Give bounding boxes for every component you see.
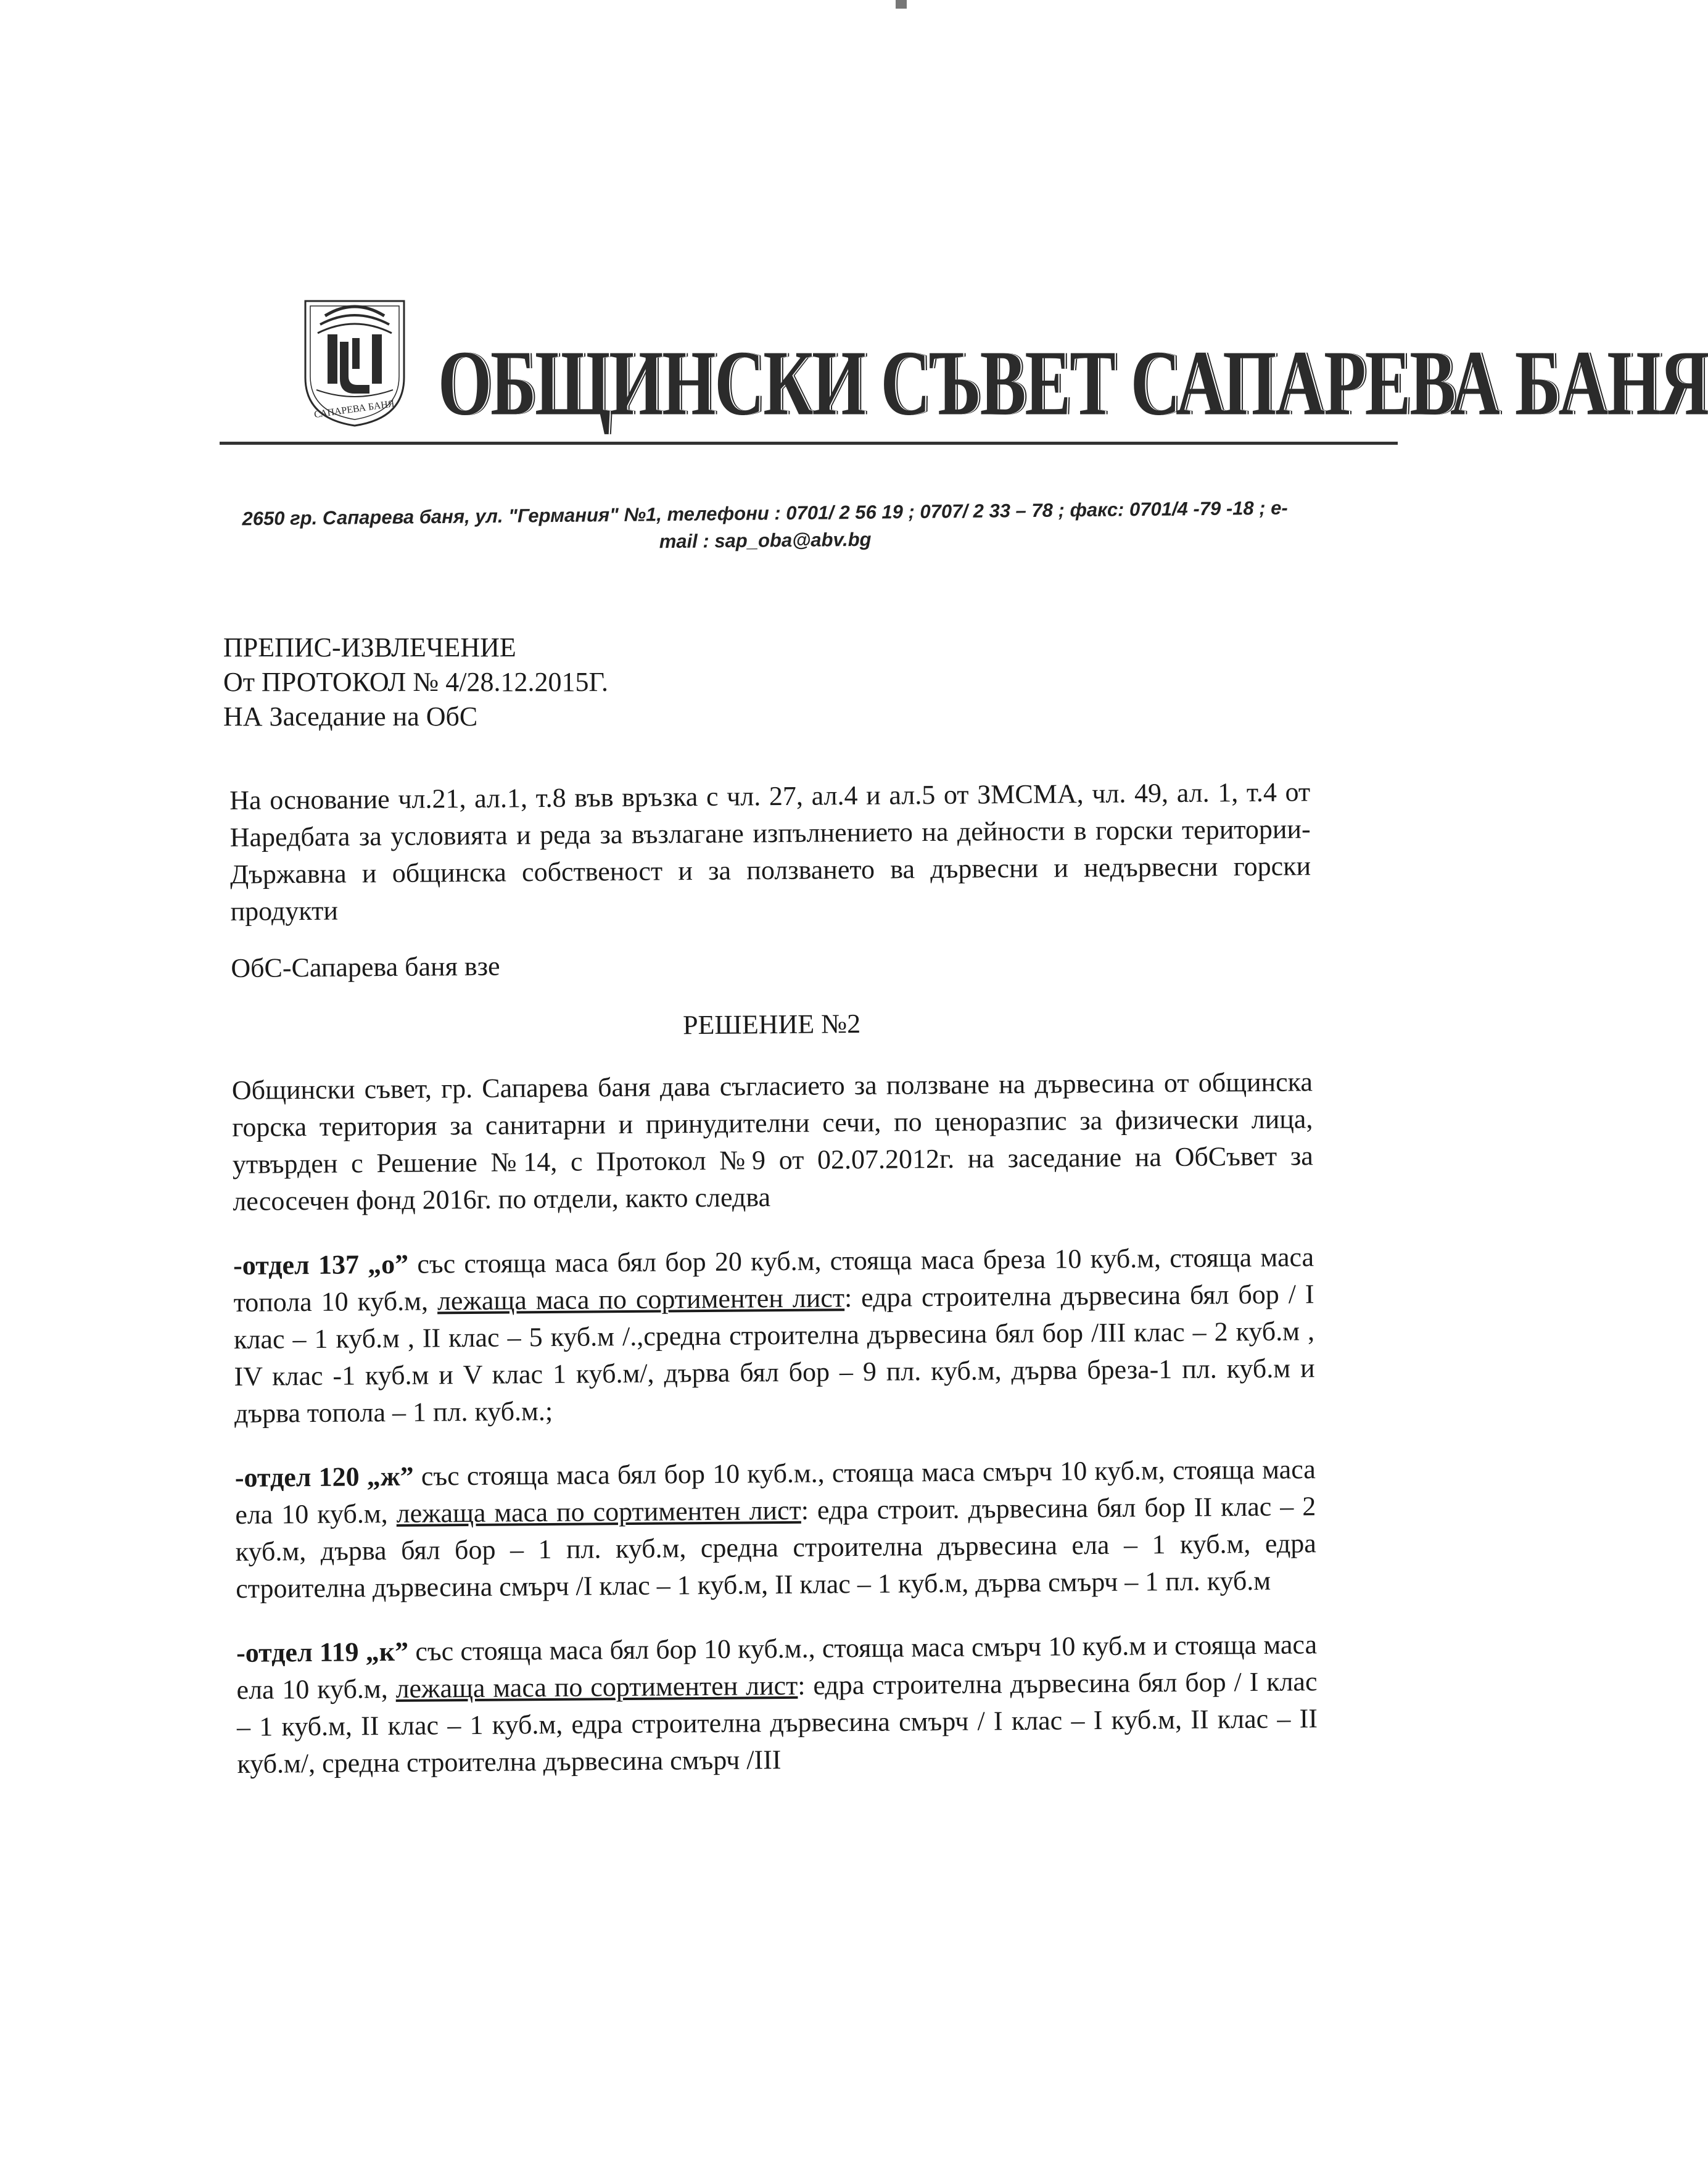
decision-paragraph: Общински съвет, гр. Сапарева баня дава съгласието за ползване на дървесина от общинска горска територия за санитарни и принудителни сечи, по ценоразпис за физически лица, утвърден с Решение №14, с Протокол №9 от 02.07.2012г. на заседание на ОбСъвет за лесосечен фонд 2016г. по отдели, както следва	[231, 1067, 1314, 1216]
extract-title: ПРЕПИС-ИЗВЛЕЧЕНИЕ	[223, 632, 516, 663]
session-reference: НА Заседание на ОбС	[223, 701, 478, 732]
scan-artifact	[896, 0, 907, 9]
extract-heading	[223, 630, 963, 734]
section-item	[233, 1239, 1315, 1432]
legal-basis-paragraph: На основание чл.21, ал.1, т.8 във връзка с чл. 27, ал.4 и ал.5 от ЗМСМА, чл. 49, ал. 1, т.4 от Наредбата за условията и реда за възлагане изпълнението на дейности в горски територии-Държавна и общинска собственост и за ползването ва дървесни и недървесни горски продукти	[229, 777, 1311, 927]
section-text: със стояща маса бял бор 10 куб.м., стояща маса смърч 10 куб.м и стояща маса ела 10 куб.м,	[236, 1629, 1318, 1705]
section-label: -отдел 119 „к”	[236, 1636, 409, 1668]
section-text: : едра строит. дървесина бял бор II клас – 2 куб.м, дърва бял бор – 1 пл. куб.м, средна строителна дървесина ела – 1 куб.м, едра строителна дървесина смърч /I клас – 1 куб.м, II клас – 1 куб.м, дърва смърч – 1 пл. куб.м	[235, 1491, 1316, 1604]
contact-line-1: 2650 гр. Сапарева баня, ул. "Германия" №1, телефони : 0701/ 2 56 19 ; 0707/ 2 33 – 78 ; факс: 0701/4 -79 -18 ; e-	[242, 497, 1288, 530]
section-text: със стояща маса бял бор 10 куб.м., стояща маса смърч 10 куб.м, стояща маса ела 10 куб.м,	[235, 1454, 1316, 1530]
logo-text: САПАРЕВА БАНЯ	[313, 398, 395, 421]
section-text: със стояща маса бял бор 20 куб.м, стояща маса бреза 10 куб.м, стояща маса топола 10 куб.м,	[233, 1242, 1314, 1318]
document-body	[229, 774, 1318, 1783]
section-item	[235, 1451, 1317, 1608]
protocol-reference: От ПРОТОКОЛ № 4/28.12.2015Г.	[223, 667, 608, 697]
section-underlined-text: лежаща маса по сортиментен лист	[396, 1495, 801, 1529]
council-took-line: ОбС-Сапарева баня взе	[231, 951, 500, 983]
section-item	[236, 1626, 1318, 1783]
decision-title: РЕШЕНИЕ №2	[682, 1008, 861, 1041]
section-label: -отдел 137 „о”	[233, 1249, 409, 1281]
municipality-logo	[300, 297, 409, 428]
section-text: : едра строителна дървесина бял бор / I клас – 1 куб.м, II клас – 1 куб.м, едра строителна дървесина смърч / I клас – I куб.м, II клас – II куб.м/, средна строителна дървесина смърч /III	[236, 1666, 1318, 1779]
contact-line-2: mail : sap_oba@abv.bg	[659, 528, 872, 553]
section-label: -отдел 120 „ж”	[234, 1461, 414, 1493]
section-underlined-text: лежаща маса по сортиментен лист	[395, 1670, 798, 1704]
section-text: : едра строителна дървесина бял бор / I клас – 1 куб.м , II клас – 5 куб.м /.,средна строителна дървесина бял бор /III клас – 2 куб.м , IV клас -1 куб.м и V клас 1 куб.м/, дърва бял бор – 9 пл. куб.м, дърва бреза-1 пл. куб.м и дърва топола – 1 пл. куб.м.;	[233, 1279, 1315, 1429]
header-rule	[220, 442, 1398, 445]
contact-info	[204, 494, 1327, 560]
council-name: ОБЩИНСКИ СЪВЕТ САПАРЕВА БАНЯ	[438, 331, 1708, 436]
section-underlined-text: лежаща маса по сортиментен лист	[437, 1282, 845, 1316]
